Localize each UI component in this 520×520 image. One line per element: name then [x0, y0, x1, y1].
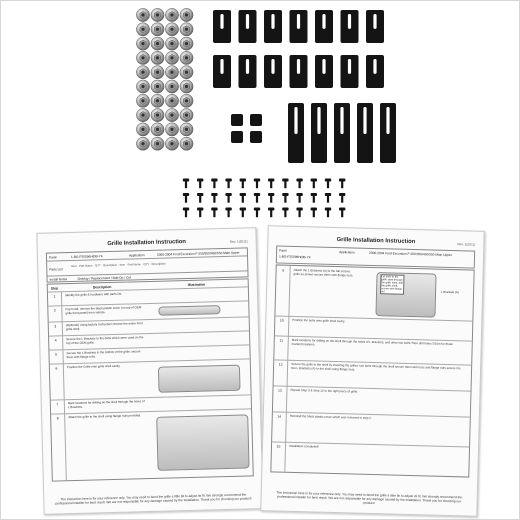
black-bolt [311, 179, 317, 189]
grille-illustration [158, 365, 241, 393]
flange-nut [180, 66, 193, 79]
black-bolt [296, 193, 302, 203]
flange-nut [165, 23, 178, 36]
black-bracket [239, 55, 257, 88]
hardware-kit-illustration [0, 0, 520, 230]
black-bolt [211, 208, 217, 218]
black-bracket [213, 10, 231, 43]
flange-nut [165, 37, 178, 50]
step-row: 13 Repeat Step 9 & Step 12 to the right piece of grille. [273, 385, 471, 417]
black-bolt [254, 179, 260, 189]
step-row: 5 Secure the L Brackets to the bottom of the grille, secure them with flange nuts. [49, 344, 249, 364]
black-bolt [339, 193, 345, 203]
flange-nut [151, 94, 164, 107]
flange-nut [180, 80, 193, 93]
black-bracket [264, 55, 282, 88]
black-bracket [341, 55, 359, 88]
black-bolt [268, 179, 274, 189]
callout-brackets: L Brackets (A) [441, 289, 459, 295]
flange-nut [151, 80, 164, 93]
black-bolt [197, 208, 203, 218]
black-bolt [339, 179, 345, 189]
parts-list-label: Parts List [49, 267, 63, 272]
col-step: Step [50, 285, 59, 291]
flange-nut [136, 23, 149, 36]
black-bolt [225, 208, 231, 218]
flange-nut [165, 80, 178, 93]
flange-nut [151, 66, 164, 79]
black-bracket [250, 131, 262, 143]
black-bolt [197, 193, 203, 203]
part-label: Part# [48, 254, 57, 260]
flange-nut [180, 8, 193, 21]
flange-nut [165, 123, 178, 136]
black-bolt [268, 208, 274, 218]
step-row: 14 Reinstall the black plastic cover which was removed in step 2. [272, 411, 470, 447]
black-bracket [290, 10, 308, 43]
black-bolt-grid [183, 179, 346, 218]
black-bracket [357, 103, 373, 163]
flange-nut [136, 123, 149, 136]
col-illustration: Illustration [187, 282, 206, 287]
step-row: 7 Mark locations for drilling on the shell through the holes of L Brackets. [51, 394, 251, 414]
application-label: Application [339, 249, 355, 254]
flange-nut-grid [136, 8, 193, 150]
black-bolt [183, 208, 189, 218]
black-bolt [268, 193, 274, 203]
flange-nut [165, 51, 178, 64]
install-notes-value: Overlay / Replacement / Bolt-On / Cut [77, 274, 132, 281]
black-bolt [240, 208, 246, 218]
flange-nut [180, 123, 193, 136]
black-bolt [325, 208, 331, 218]
step-row: 8 Attach the grille to the shell using flange nuts provided. [51, 408, 253, 480]
flange-nut [151, 137, 164, 150]
part-header-table [46, 247, 249, 282]
black-bracket [311, 103, 327, 163]
callout-bolts: Let bolts in the grille slant through the grille shell, drill the grille shell, secure with flange nut [381, 275, 403, 294]
steps-table [270, 264, 474, 477]
flange-nut [180, 109, 193, 122]
flange-nut [136, 51, 149, 64]
black-bolt [183, 179, 189, 189]
black-bracket [231, 131, 243, 143]
flange-nut [180, 23, 193, 36]
black-bolt [339, 208, 345, 218]
black-bolt [311, 193, 317, 203]
flange-nut [151, 123, 164, 136]
flange-nut [180, 94, 193, 107]
flange-nut [151, 23, 164, 36]
black-bracket [334, 103, 350, 163]
application-value: 2000-2004 Ford Excursion F-250/350/450/550 Main Upper [369, 250, 452, 257]
flange-nut [136, 66, 149, 79]
disclaimer-text: The instruction here is for your reference only. You may need to bend the grille a little bit to adjust its fit. We strongly recommend the professional installer for best result. We are not responsible for any damage caused by the installation. Thank you for choosing our product! [55, 492, 252, 506]
black-bolt [282, 179, 288, 189]
revision-label: Rev. 1(2011) [457, 242, 476, 247]
step-row: 11 Mark locations for drilling on the shell through the holes of L Brackets, and other two bolts Then drill holes 5/16in for those marked locations. [274, 335, 472, 365]
black-bracket [290, 55, 308, 88]
black-bracket [264, 10, 282, 43]
black-bracket [213, 55, 231, 88]
flange-nut [136, 137, 149, 150]
steps-table [47, 278, 254, 481]
col-description: Description [92, 284, 112, 289]
black-bolt [325, 179, 331, 189]
black-bolt [282, 193, 288, 203]
black-bolt [211, 193, 217, 203]
sheet-title: Grille Installation Instruction [336, 237, 416, 246]
part-number: 1-BG-F25096H(0B-Y4 [278, 254, 311, 260]
black-bolt [225, 193, 231, 203]
flange-nut [180, 37, 193, 50]
step-row: 3 (Optional) Using factory instruction remove the entire front grille shell. [49, 316, 249, 336]
step-row: 4 Secure the L Brackets to the bolts which were used on the top of the OEM grille. [49, 330, 249, 350]
part-number: 1-BG-F25096H(0B-Y4 [70, 253, 103, 259]
flange-nut [136, 94, 149, 107]
flange-nut [165, 137, 178, 150]
flange-nut [180, 137, 193, 150]
step-row: 9 Attach the L Brackets (A) to the tall screws grille as shown secure them with flange nuts. Let bolts in the grille slant through the grille shell, drill the grille shell, secure with flange nut L Brackets (A) [275, 265, 473, 321]
black-bolt [183, 193, 189, 203]
application-label: Application [128, 252, 145, 258]
step-row: 15 Installation completed! [271, 441, 469, 476]
step-row: 12 Secure the grille to the shell by inserting the grilles' two bolts through the shell secure them with bars and flange nuts secure the two L Brackets (A) to the shell using flange nuts. [274, 359, 472, 391]
grille-illustration [158, 305, 220, 316]
disclaimer-text: The instruction here is for your reference only. You may need to bend the grille a little bit to adjust its fit. We strongly recommend the professional installer for best result. We are not responsible for any damage caused by the installation. Thank you for choosing our product! [276, 490, 463, 506]
black-bolt [296, 208, 302, 218]
flange-nut [151, 109, 164, 122]
flange-nut [151, 37, 164, 50]
flange-nut [136, 109, 149, 122]
grille-illustration [156, 414, 249, 470]
black-bracket [341, 10, 359, 43]
black-bracket [239, 10, 257, 43]
application-value: 2000-2004 Ford Excursion F-250/350/450/550 Main Upper [156, 250, 240, 257]
sheet-title: Grille Installation Instruction [107, 239, 187, 248]
black-bolt [240, 193, 246, 203]
step-row: 2 Pop hood, remove the black plastic cover (on top of OEM grille front panel) from vehicle. [48, 300, 248, 322]
black-bolt [296, 179, 302, 189]
black-bracket-grid [213, 10, 396, 163]
step-row: 10 Position the bolts onto grille shell cavity. [275, 315, 472, 341]
black-bracket [315, 10, 333, 43]
flange-nut [165, 109, 178, 122]
instruction-sheet-page-1 [36, 227, 263, 515]
parts-header: Item · Part Name · QTY · Description · Item · Part Name · QTY · Description [71, 261, 166, 268]
flange-nut [136, 8, 149, 21]
flange-nut [136, 37, 149, 50]
black-bolt [254, 193, 260, 203]
flange-nut [165, 94, 178, 107]
black-bolt [282, 208, 288, 218]
part-label: Part# [279, 248, 287, 253]
black-bolt [211, 179, 217, 189]
black-bracket [288, 103, 304, 163]
flange-nut [151, 51, 164, 64]
flange-nut [151, 8, 164, 21]
black-bracket [380, 103, 396, 163]
step-row: 1 Identify the grille & hardware with parts list. [48, 286, 248, 306]
flange-nut [165, 8, 178, 21]
black-bracket [315, 55, 333, 88]
flange-nut [180, 51, 193, 64]
black-bracket [366, 55, 384, 88]
black-bolt [311, 208, 317, 218]
black-bolt [254, 208, 260, 218]
black-bracket [231, 114, 243, 126]
black-bolt [240, 179, 246, 189]
instruction-sheet-page-2 [260, 225, 484, 517]
step-row: 6 Position the Grille onto grille shell cavity. [50, 358, 251, 400]
revision-label: Rev. 1(2011) [229, 239, 248, 244]
install-notes-label: Install Notes [49, 276, 68, 282]
flange-nut [165, 66, 178, 79]
black-bolt [197, 179, 203, 189]
black-bracket [366, 10, 384, 43]
black-bolt [225, 179, 231, 189]
flange-nut [136, 80, 149, 93]
black-bolt [325, 193, 331, 203]
black-bracket [250, 114, 262, 126]
